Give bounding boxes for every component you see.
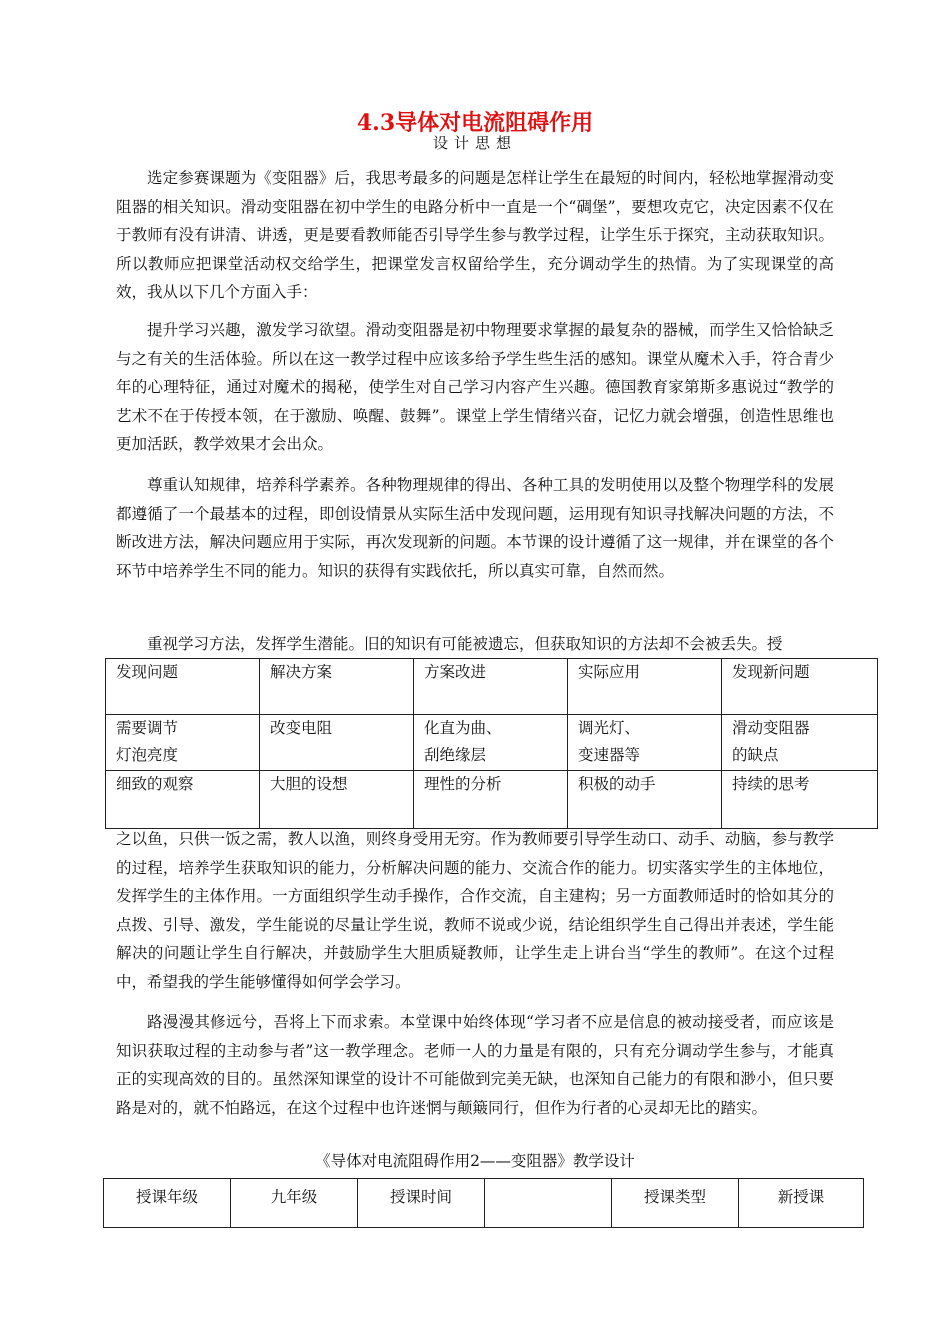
design-caption: 《导体对电流阻碍作用2——变阻器》教学设计	[315, 1152, 635, 1170]
table-cell: 发现问题	[106, 659, 260, 715]
table-cell: 九年级	[231, 1179, 358, 1228]
table-cell: 滑动变阻器 的缺点	[722, 715, 878, 771]
table-cell: 授课时间	[358, 1179, 485, 1228]
process-table	[105, 658, 878, 829]
table-cell: 细致的观察	[106, 771, 260, 829]
table-cell: 大胆的设想	[260, 771, 414, 829]
table-cell: 实际应用	[568, 659, 722, 715]
table-cell: 改变电阻	[260, 715, 414, 771]
table-cell: 解决方案	[260, 659, 414, 715]
table-cell: 调光灯、 变速器等	[568, 715, 722, 771]
paragraph-method-start: 重视学习方法，发挥学生潜能。旧的知识有可能被遗忘，但获取知识的方法却不会被丢失。授	[147, 635, 783, 653]
table-cell: 需要调节 灯泡亮度	[106, 715, 260, 771]
table-row	[106, 715, 878, 771]
document-subtitle: 设计思想	[432, 134, 517, 152]
table-cell: 授课类型	[612, 1179, 739, 1228]
info-table	[103, 1178, 864, 1228]
table-cell	[485, 1179, 612, 1228]
paragraph-method-cont: 之以鱼，只供一饭之需，教人以渔，则终身受用无穷。作为教师要引导学生动口、动手、动脑，参与教学的过程，培养学生获取知识的能力，分析解决问题的能力、交流合作的能力。切实落实学生的主体地位，发挥学生的主体作用。一方面组织学生动手操作，合作交流，自主建构；另一方面教师适时的恰如其分的点拨、引导、激发，学生能说的尽量让学生说，教师不说或少说，结论组织学生自己得出并表述，学生能解决的问题让学生自行解决，并鼓励学生大胆质疑教师，让学生走上讲台当“学生的教师”。在这个过程中，希望我的学生能够懂得如何学会学习。	[116, 830, 834, 991]
paragraph-conclusion: 路漫漫其修远兮，吾将上下而求索。本堂课中始终体现“学习者不应是信息的被动接受者，而应该是知识获取过程的主动参与者”这一教学理念。老师一人的力量是有限的，只有充分调动学生参与，才能真正的实现高效的目的。虽然深知课堂的设计不可能做到完美无缺，也深知自己能力的有限和渺小，但只要路是对的，就不怕路远，在这个过程中也许迷惘与颠簸同行，但作为行者的心灵却无比的踏实。	[116, 1013, 834, 1117]
paragraph-cognition: 尊重认知规律，培养科学素养。各种物理规律的得出、各种工具的发明使用以及整个物理学科的发展都遵循了一个最基本的过程，即创设情景从实际生活中发现问题，运用现有知识寻找解决问题的方法，不断改进方法，解决问题应用于实际，再次发现新的问题。本节课的设计遵循了这一规律，并在课堂的各个环节中培养学生不同的能力。知识的获得有实践依托，所以真实可靠，自然而然。	[116, 476, 834, 580]
paragraph-intro: 选定参赛课题为《变阻器》后，我思考最多的问题是怎样让学生在最短的时间内，轻松地掌握滑动变阻器的相关知识。滑动变阻器在初中学生的电路分析中一直是一个“碉堡”，要想攻克它，决定因素不仅在于教师有没有讲清、讲透，更是要看教师能否引导学生参与教学过程，让学生乐于探究，主动获取知识。所以教师应把课堂活动权交给学生，把课堂发言权留给学生，充分调动学生的热情。为了实现课堂的高效，我从以下几个方面入手：	[116, 169, 834, 301]
table-cell: 理性的分析	[414, 771, 568, 829]
table-cell: 积极的动手	[568, 771, 722, 829]
document-title: 4.3导体对电流阻碍作用	[356, 110, 594, 136]
table-row	[104, 1179, 864, 1228]
table-cell: 新授课	[739, 1179, 864, 1228]
table-row	[106, 771, 878, 829]
table-row	[106, 659, 878, 715]
table-cell: 方案改进	[414, 659, 568, 715]
table-cell: 授课年级	[104, 1179, 231, 1228]
table-cell: 发现新问题	[722, 659, 878, 715]
paragraph-interest: 提升学习兴趣，激发学习欲望。滑动变阻器是初中物理要求掌握的最复杂的器械，而学生又恰恰缺乏与之有关的生活体验。所以在这一教学过程中应该多给予学生些生活的感知。课堂从魔术入手，符合青少年的心理特征，通过对魔术的揭秘，使学生对自己学习内容产生兴趣。德国教育家第斯多惠说过“教学的艺术不在于传授本领，在于激励、唤醒、鼓舞”。课堂上学生情绪兴奋，记忆力就会增强，创造性思维也更加活跃，教学效果才会出众。	[116, 321, 834, 453]
table-cell: 持续的思考	[722, 771, 878, 829]
table-cell: 化直为曲、 刮绝缘层	[414, 715, 568, 771]
